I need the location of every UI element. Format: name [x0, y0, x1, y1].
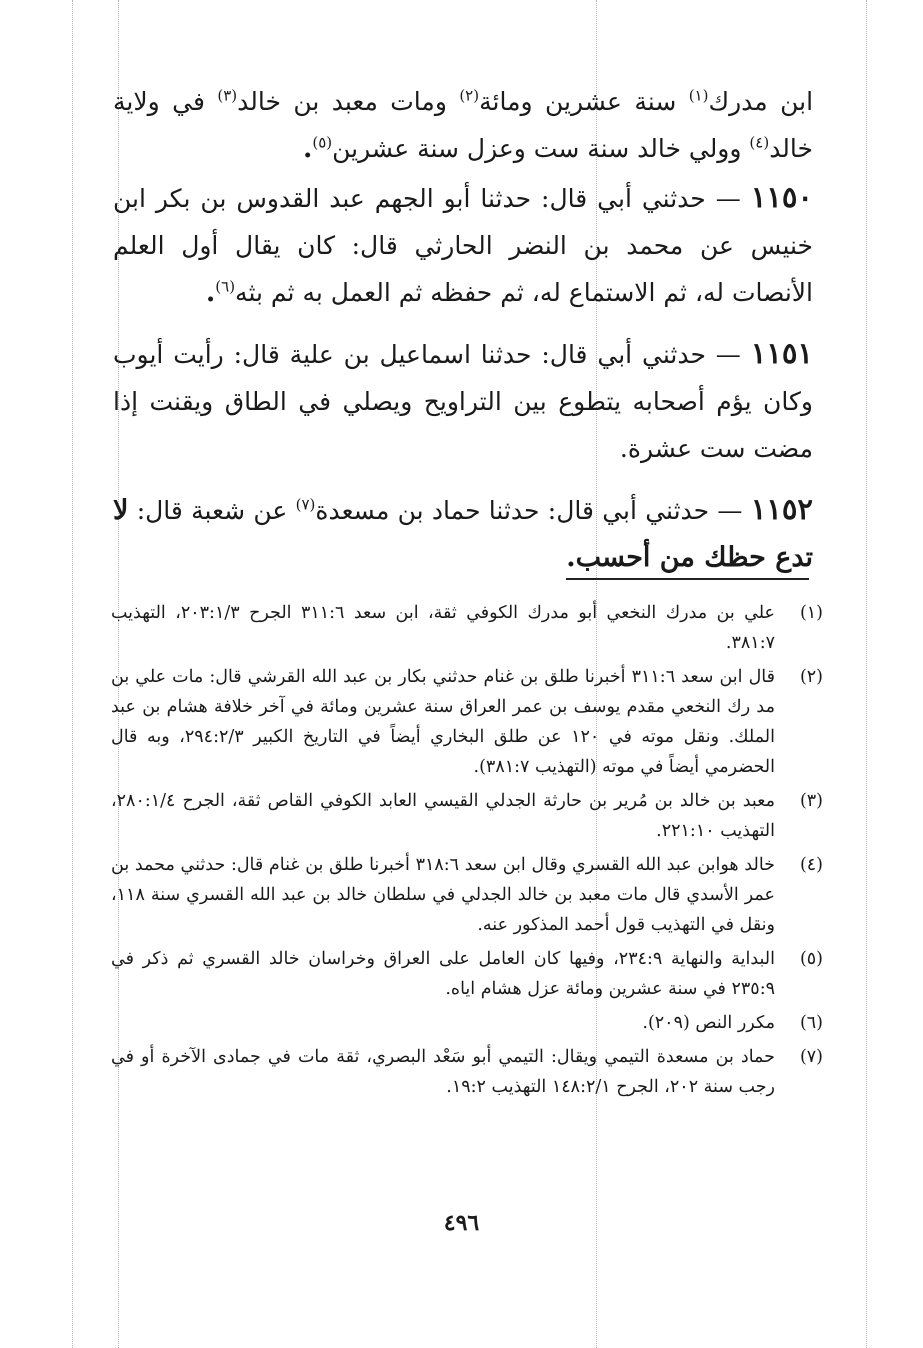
text-run: — حدثني أبي قال: حدثنا أبو الجهم عبد القدوس بن بكر ابن خنيس عن محمد بن النضر الحارثي قال: كان يقال أول العلم الأنصات له، ثم الاستماع له، ثم حفظه ثم العمل به ثم بثه [113, 184, 813, 307]
footnote [111, 1008, 823, 1038]
footnote-number: (٤) [799, 855, 823, 875]
footnote-ref[interactable]: (٤) [749, 133, 770, 152]
footnote-ref[interactable]: (٣) [217, 86, 238, 105]
footnote-number: (٣) [799, 791, 823, 811]
text-run: سنة عشرين ومائة [479, 87, 677, 116]
footnote-number: (١) [799, 603, 823, 623]
page-number: ٤٩٦ [443, 1210, 480, 1236]
footnote-text: حماد بن مسعدة التيمي ويقال: التيمي أبو سَعْد البصري، ثقة مات في جمادى الآخرة أو في رجب سنة ٢٠٢، الجرح ١٤٨:٢/١ التهذيب ١٩:٢. [111, 1047, 775, 1097]
text-run: ومات معبد بن خالد [237, 87, 447, 116]
paragraph-number: ١١٥٠ [750, 180, 814, 214]
footnote-number: (٢) [799, 667, 823, 687]
text-run: وولي خالد سنة ست وعزل سنة عشرين [332, 134, 742, 163]
paragraph-1150 [113, 174, 813, 316]
scan-guide-line [72, 0, 73, 1348]
footnotes [111, 598, 823, 1106]
paragraph-continuation [113, 78, 813, 172]
footnote-text: علي بن مدرك النخعي أبو مدرك الكوفي ثقة، ابن سعد ٣١١:٦ الجرح ٢٠٣:١/٣، التهذيب ٣٨١:٧. [111, 603, 775, 653]
text-run: ابن مدرك [708, 87, 814, 116]
paragraph-number: ١١٥٢ [750, 492, 813, 526]
footnote [111, 944, 823, 1004]
footnote-text: معبد بن خالد بن مُرير بن حارثة الجدلي القيسي العابد الكوفي القاص ثقة، الجرح ٢٨٠:١/٤، التهذيب ٢٢١:١٠. [111, 791, 775, 841]
footnote-ref[interactable]: (٥) [312, 133, 333, 152]
footnote [111, 598, 823, 658]
footnote-ref[interactable]: (٢) [459, 86, 480, 105]
footnote [111, 786, 823, 846]
footnote [111, 850, 823, 940]
main-text [113, 78, 813, 595]
footnote-number: (٦) [799, 1013, 823, 1033]
footnote-text: مكرر النص (٢٠٩). [642, 1013, 775, 1033]
footnote-ref[interactable]: (١) [688, 86, 709, 105]
text-run: — حدثني أبي قال: حدثنا حماد بن مسعدة [315, 496, 743, 525]
footnote-text: خالد هوابن عبد الله القسري وقال ابن سعد ٣١٨:٦ أخبرنا طلق بن غنام قال: حدثني محمد بن عمر الأسدي قال مات معبد بن خالد الجدلي في سلطان خالد بن عبد الله القسري سنة ١١٨، ونقل في التهذيب قول أحمد المذكور عنه. [111, 855, 775, 935]
footnote-separator [566, 578, 809, 580]
footnote-ref[interactable]: (٦) [215, 277, 236, 296]
footnote [111, 662, 823, 782]
scan-guide-line [866, 0, 867, 1348]
footnote-number: (٥) [799, 949, 823, 969]
paragraph-1151 [113, 330, 813, 472]
footnote-text: البداية والنهاية ٢٣٤:٩، وفيها كان العامل على العراق وخراسان خالد القسري ثم ذكر في ٢٣٥:٩ في سنة عشرين ومائة عزل هشام اياه. [111, 949, 775, 999]
footnote-ref[interactable]: (٧) [295, 495, 316, 514]
footnote-number: (٧) [799, 1047, 823, 1067]
text-run: . [205, 277, 216, 308]
text-run: في ولاية خالد [113, 87, 813, 163]
text-run: عن شعبة قال: [136, 496, 288, 525]
paragraph-number: ١١٥١ [750, 336, 814, 370]
footnote-text: قال ابن سعد ٣١١:٦ أخبرنا طلق بن غنام حدثني بكار بن عبد الله القرشي قال: مات علي بن مد رك النخعي مقدم يوسف بن عمر العراق سنة عشرين ومائة في آخر خلافة هشام بن عبد الملك. ونقل موته في ١٢٠ عن طلق البخاري أيضاً في التاريخ الكبير ٢٩٤:٢/٣، وبه قال الحضرمي أيضاً في موته (التهذيب ٣٨١:٧). [111, 667, 776, 777]
paragraph-1152 [113, 486, 813, 581]
footnote [111, 1042, 823, 1102]
text-run: لا تدع حظك من أحسب. [113, 495, 813, 573]
text-run: . [302, 133, 313, 164]
text-run: — حدثني أبي قال: حدثنا اسماعيل بن علية قال: رأيت أيوب وكان يؤم أصحابه يتطوع بين التراويح ويصلي في الطاق ويقنت إذا مضت ست عشرة. [113, 340, 813, 463]
